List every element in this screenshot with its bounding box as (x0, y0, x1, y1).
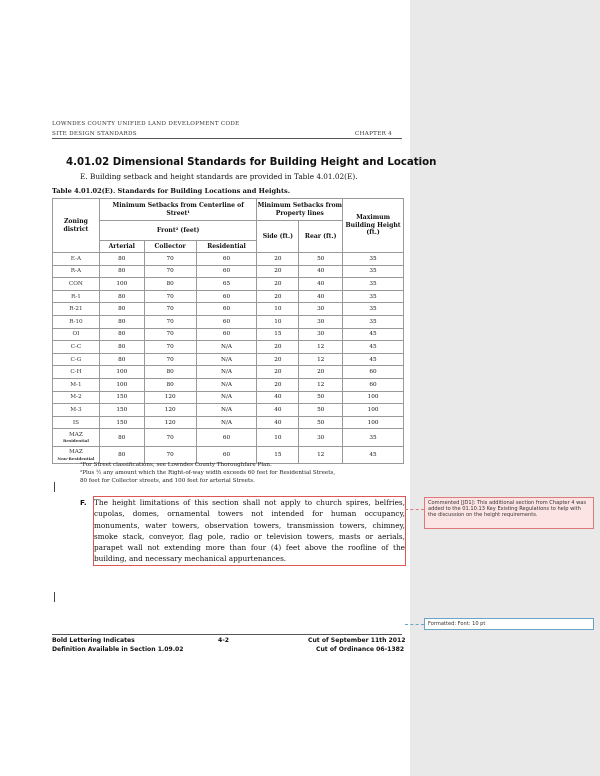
zone-cell: R-A (53, 265, 100, 278)
value-cell-rear: 12 (299, 353, 343, 366)
value-cell-collector: 70 (144, 328, 196, 341)
value-cell-arterial: 100 (99, 366, 144, 379)
header-rear: Rear (ft.) (299, 221, 343, 253)
zone-cell: C-C (53, 341, 100, 354)
zone-cell: M-3 (53, 404, 100, 417)
value-cell-residential: N/A (196, 341, 257, 354)
value-cell-arterial: 80 (99, 315, 144, 328)
value-cell-side: 20 (257, 366, 299, 379)
table-row (53, 278, 404, 291)
value-cell-collector: 120 (144, 391, 196, 404)
value-cell-rear: 50 (299, 391, 343, 404)
value-cell-side: 20 (257, 278, 299, 291)
value-cell-rear: 12 (299, 378, 343, 391)
paragraph-f-text[interactable]: The height limitations of this section shall not apply to church spires, belfries, cupolas, domes, ornamental towers not intended for human occupancy, monuments, water towers, observation towers, transmission towers, chimney, smoke stack, conveyor, flag pole, radio or television towers, masts or aerials, parapet wall not extending more than four (4) feet above the roofline of the building, and necessary mechanical appurtenances. (94, 498, 405, 564)
table-row (53, 378, 404, 391)
value-cell-residential: 60 (196, 290, 257, 303)
footnote-2a: ²Plus ½ any amount which the Right-of-way width exceeds 60 feet for Residential Streets, (80, 470, 336, 476)
value-cell-collector: 80 (144, 366, 196, 379)
value-cell-collector: 120 (144, 416, 196, 429)
header-centerline-setbacks: Minimum Setbacks from Centerline of Street¹ (99, 199, 257, 221)
value-cell-residential: N/A (196, 391, 257, 404)
value-cell-height: 100 (343, 391, 404, 404)
table-row (53, 404, 404, 417)
value-cell-side: 20 (257, 378, 299, 391)
table-caption: Table 4.01.02(E). Standards for Building Locations and Heights. (52, 187, 291, 195)
format-leader-line (405, 624, 424, 625)
table-row (53, 429, 404, 447)
value-cell-rear: 40 (299, 265, 343, 278)
value-cell-collector: 70 (144, 446, 196, 464)
zone-cell: M-1 (53, 378, 100, 391)
value-cell-rear: 30 (299, 303, 343, 316)
value-cell-side: 20 (257, 353, 299, 366)
comment-balloon[interactable]: Commented [JD1]: This additional section from Chapter 4 was added to the 01.10.13 Key Existing Regulations to help with the discussion on the height requirements. (424, 497, 594, 529)
value-cell-collector: 70 (144, 341, 196, 354)
paragraph-f-label: F. (80, 498, 87, 507)
value-cell-height: 45 (343, 341, 404, 354)
header-collector: Collector (144, 241, 196, 253)
value-cell-collector: 80 (144, 278, 196, 291)
value-cell-height: 35 (343, 429, 404, 447)
value-cell-rear: 50 (299, 416, 343, 429)
header-rule (52, 138, 402, 139)
footer-definition-note: Definition Available in Section 1.09.02 (52, 646, 184, 653)
paragraph-e: E. Building setback and height standards are provided in Table 4.01.02(E). (80, 172, 358, 181)
value-cell-rear: 50 (299, 404, 343, 417)
table-row (53, 265, 404, 278)
table-row (53, 416, 404, 429)
value-cell-height: 45 (343, 446, 404, 464)
section-title: 4.01.02 Dimensional Standards for Building Height and Location (66, 157, 437, 168)
value-cell-collector: 70 (144, 290, 196, 303)
value-cell-side: 10 (257, 429, 299, 447)
table-row (53, 353, 404, 366)
table-row (53, 391, 404, 404)
value-cell-arterial: 80 (99, 446, 144, 464)
value-cell-height: 60 (343, 378, 404, 391)
comment-margin-pane (410, 0, 600, 776)
header-max-height: Maximum Building Height (ft.) (343, 199, 404, 253)
value-cell-arterial: 80 (99, 253, 144, 266)
header-residential: Residential (196, 241, 257, 253)
value-cell-rear: 12 (299, 341, 343, 354)
value-cell-rear: 40 (299, 278, 343, 291)
value-cell-side: 10 (257, 303, 299, 316)
value-cell-collector: 70 (144, 429, 196, 447)
zone-cell (53, 429, 100, 447)
value-cell-residential: 60 (196, 429, 257, 447)
zone-cell: CON (53, 278, 100, 291)
value-cell-collector: 70 (144, 315, 196, 328)
table-row (53, 366, 404, 379)
header-front: Front² (feet) (99, 221, 257, 241)
value-cell-collector: 70 (144, 265, 196, 278)
header-side: Side (ft.) (257, 221, 299, 253)
value-cell-height: 35 (343, 265, 404, 278)
zone-cell: M-2 (53, 391, 100, 404)
value-cell-arterial: 80 (99, 265, 144, 278)
zone-cell: R-10 (53, 315, 100, 328)
value-cell-collector: 80 (144, 378, 196, 391)
zone-cell: E-A (53, 253, 100, 266)
value-cell-arterial: 80 (99, 429, 144, 447)
value-cell-height: 35 (343, 303, 404, 316)
value-cell-side: 40 (257, 416, 299, 429)
value-cell-residential: N/A (196, 404, 257, 417)
value-cell-residential: N/A (196, 378, 257, 391)
zone-cell: R-21 (53, 303, 100, 316)
footnote-1: ¹For Street classifications, see Lowndes County Thoroughfare Plan. (80, 462, 272, 468)
value-cell-rear: 50 (299, 253, 343, 266)
zone-cell: OI (53, 328, 100, 341)
zone-label: MAZ (68, 431, 83, 438)
value-cell-height: 60 (343, 366, 404, 379)
value-cell-arterial: 80 (99, 303, 144, 316)
value-cell-side: 15 (257, 446, 299, 464)
value-cell-residential: 60 (196, 328, 257, 341)
zone-sublabel: Non-Residential (57, 455, 95, 461)
value-cell-arterial: 150 (99, 404, 144, 417)
value-cell-height: 45 (343, 328, 404, 341)
zone-cell: C-G (53, 353, 100, 366)
paragraph-f (80, 497, 405, 565)
header-zoning-district: Zoning district (53, 199, 100, 253)
value-cell-height: 100 (343, 416, 404, 429)
header-property-setbacks: Minimum Setbacks from Property lines (257, 199, 343, 221)
footer-rule (52, 634, 402, 635)
value-cell-side: 20 (257, 290, 299, 303)
zone-label: MAZ (68, 449, 83, 456)
value-cell-arterial: 150 (99, 391, 144, 404)
zone-sublabel: Residential (62, 438, 89, 444)
zone-cell: C-H (53, 366, 100, 379)
change-bar (54, 482, 55, 492)
value-cell-arterial: 80 (99, 341, 144, 354)
value-cell-height: 35 (343, 278, 404, 291)
header-arterial: Arterial (99, 241, 144, 253)
value-cell-residential: 65 (196, 278, 257, 291)
value-cell-side: 15 (257, 328, 299, 341)
table-row (53, 290, 404, 303)
value-cell-arterial: 80 (99, 328, 144, 341)
value-cell-collector: 120 (144, 404, 196, 417)
table-row (53, 253, 404, 266)
table-row (53, 328, 404, 341)
value-cell-height: 45 (343, 353, 404, 366)
value-cell-arterial: 80 (99, 290, 144, 303)
value-cell-residential: 60 (196, 446, 257, 464)
zone-cell: R-1 (53, 290, 100, 303)
value-cell-residential: 60 (196, 253, 257, 266)
table-row (53, 315, 404, 328)
comment-leader-line (405, 509, 424, 510)
footer-bold-note: Bold Lettering Indicates (52, 637, 135, 644)
value-cell-residential: 60 (196, 315, 257, 328)
value-cell-residential: N/A (196, 353, 257, 366)
value-cell-side: 40 (257, 404, 299, 417)
value-cell-height: 35 (343, 253, 404, 266)
header-chapter: CHAPTER 4 (355, 131, 393, 137)
value-cell-rear: 30 (299, 328, 343, 341)
value-cell-rear: 12 (299, 446, 343, 464)
value-cell-side: 40 (257, 391, 299, 404)
value-cell-residential: N/A (196, 416, 257, 429)
header-title: LOWNDES COUNTY UNIFIED LAND DEVELOPMENT CODE (52, 121, 240, 127)
formatting-balloon[interactable]: Formatted: Font: 10 pt (424, 618, 594, 630)
table-row (53, 303, 404, 316)
value-cell-height: 100 (343, 404, 404, 417)
change-bar (54, 592, 55, 602)
header-subtitle: SITE DESIGN STANDARDS (52, 131, 137, 137)
value-cell-residential: 60 (196, 265, 257, 278)
value-cell-collector: 70 (144, 253, 196, 266)
zone-cell: IS (53, 416, 100, 429)
footnote-2b: 80 feet for Collector streets, and 100 feet for arterial Streets. (80, 478, 255, 484)
value-cell-residential: 60 (196, 303, 257, 316)
value-cell-rear: 30 (299, 315, 343, 328)
value-cell-residential: N/A (196, 366, 257, 379)
footer-page-number: 4-2 (218, 637, 230, 644)
value-cell-arterial: 100 (99, 278, 144, 291)
value-cell-side: 20 (257, 265, 299, 278)
footer-ordinance: Cut of Ordinance 06-1382 (316, 646, 405, 653)
value-cell-arterial: 150 (99, 416, 144, 429)
standards-table (52, 198, 404, 464)
value-cell-side: 20 (257, 341, 299, 354)
value-cell-rear: 20 (299, 366, 343, 379)
value-cell-rear: 40 (299, 290, 343, 303)
value-cell-height: 35 (343, 315, 404, 328)
value-cell-side: 20 (257, 253, 299, 266)
value-cell-collector: 70 (144, 303, 196, 316)
footer-cut-date: Cut of September 11th 2012 (308, 637, 406, 644)
value-cell-rear: 30 (299, 429, 343, 447)
value-cell-side: 10 (257, 315, 299, 328)
value-cell-arterial: 100 (99, 378, 144, 391)
value-cell-height: 35 (343, 290, 404, 303)
table-row (53, 341, 404, 354)
value-cell-collector: 70 (144, 353, 196, 366)
value-cell-arterial: 80 (99, 353, 144, 366)
